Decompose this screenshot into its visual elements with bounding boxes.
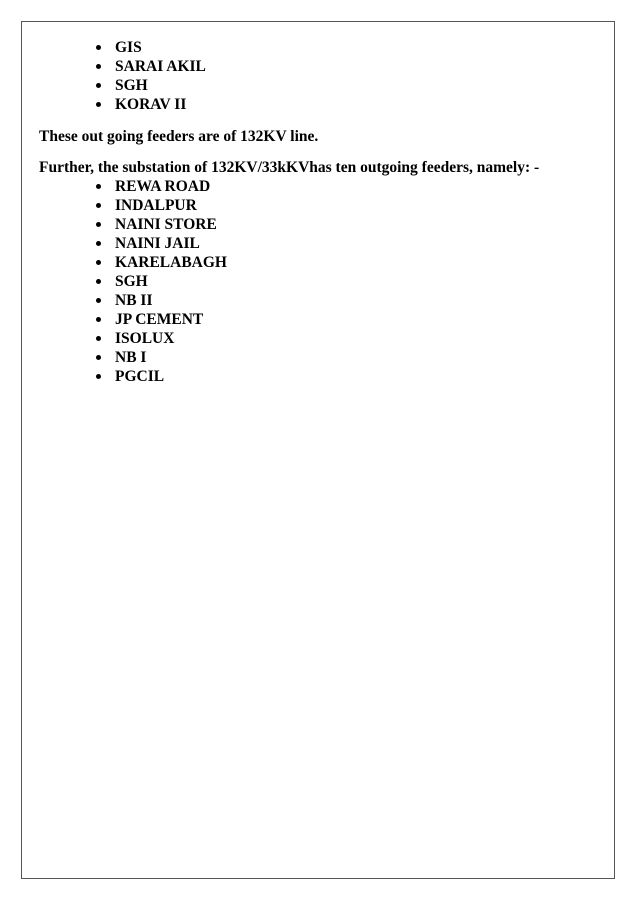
list-item: [96, 329, 599, 348]
paragraph-33kv-feeders: Further, the substation of 132KV/33kKVhas ten outgoing feeders, namely: -: [39, 159, 540, 176]
list-item-text: GIS: [115, 39, 142, 56]
bullet-icon: [96, 355, 101, 360]
list-item: [96, 95, 599, 114]
list-item-text: KARELABAGH: [115, 254, 227, 271]
list-item-text: JP CEMENT: [115, 311, 204, 328]
list-item: [96, 272, 599, 291]
list-item: [96, 38, 599, 57]
list-item-text: REWA ROAD: [115, 178, 211, 195]
bullet-icon: [96, 374, 101, 379]
list-item: [96, 253, 599, 272]
list-item: [96, 177, 599, 196]
list-item: [96, 215, 599, 234]
list-item: [96, 196, 599, 215]
paragraph-132kv-line: These out going feeders are of 132KV line.: [39, 128, 319, 145]
list-item-text: SGH: [115, 77, 148, 94]
list-item: [96, 291, 599, 310]
list-item-text: NB II: [115, 292, 153, 309]
bullet-icon: [96, 222, 101, 227]
bullet-icon: [96, 203, 101, 208]
bullet-icon: [96, 260, 101, 265]
bullet-icon: [96, 83, 101, 88]
feeder-list-132kv: [39, 38, 599, 114]
list-item-text: SARAI AKIL: [115, 58, 206, 75]
list-item: [96, 76, 599, 95]
bullet-icon: [96, 102, 101, 107]
list-item: [96, 348, 599, 367]
list-item-text: PGCIL: [115, 368, 165, 385]
list-item-text: NB I: [115, 349, 147, 366]
bullet-icon: [96, 241, 101, 246]
bullet-icon: [96, 279, 101, 284]
list-item-text: KORAV II: [115, 96, 187, 113]
list-item: [96, 367, 599, 386]
feeder-list-33kv: [39, 177, 599, 386]
document-content: [39, 38, 599, 386]
bullet-icon: [96, 45, 101, 50]
bullet-icon: [96, 64, 101, 69]
list-item-text: NAINI JAIL: [115, 235, 200, 252]
list-item-text: INDALPUR: [115, 197, 197, 214]
bullet-icon: [96, 184, 101, 189]
list-item: [96, 57, 599, 76]
list-item-text: NAINI STORE: [115, 216, 217, 233]
list-item-text: SGH: [115, 273, 148, 290]
bullet-icon: [96, 317, 101, 322]
bullet-icon: [96, 336, 101, 341]
bullet-icon: [96, 298, 101, 303]
list-item: [96, 234, 599, 253]
list-item: [96, 310, 599, 329]
list-item-text: ISOLUX: [115, 330, 175, 347]
